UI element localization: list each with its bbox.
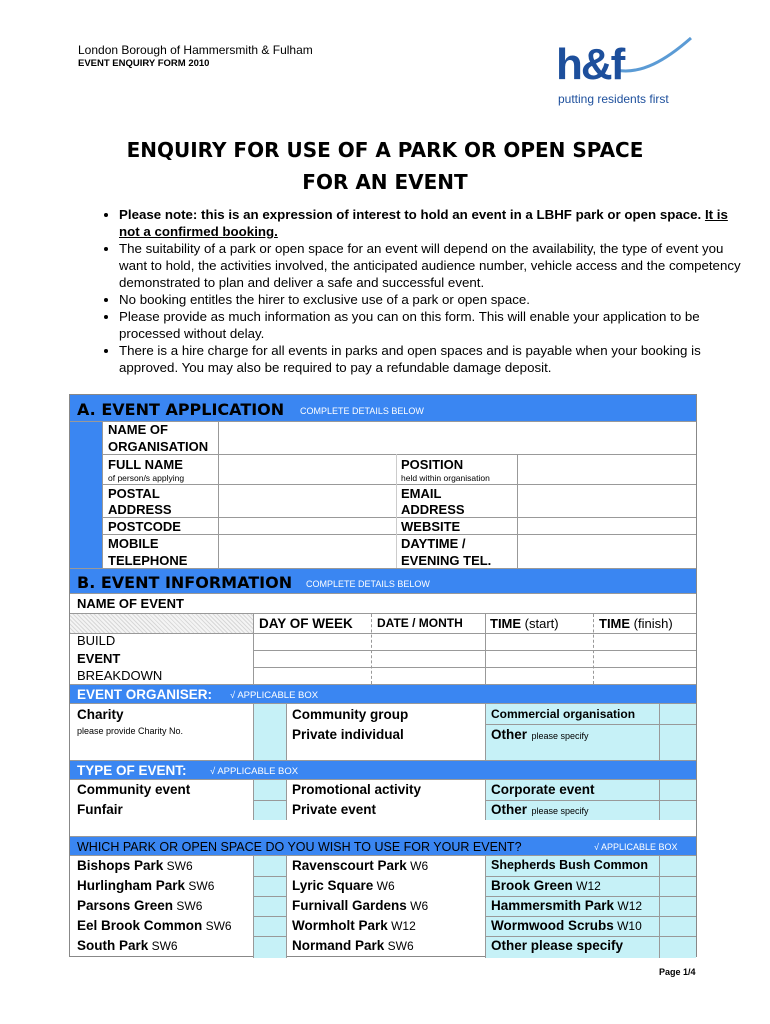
label-name-of-event: NAME OF EVENT <box>77 596 184 611</box>
logo-text: h&f <box>556 40 624 89</box>
label-evening: EVENING TEL. <box>401 553 492 568</box>
park-option: South Park SW6 <box>77 938 178 953</box>
row-divider <box>254 650 696 651</box>
page-title-line1: ENQUIRY FOR USE OF A PARK OR OPEN SPACE <box>126 138 644 162</box>
section-a-title: A. EVENT APPLICATION <box>77 400 285 419</box>
full-name-hint: of person/s applying <box>108 473 185 483</box>
organisation-field[interactable] <box>220 423 694 453</box>
park-question: WHICH PARK OR OPEN SPACE DO YOU WISH TO USE FOR YOUR EVENT? <box>77 840 522 854</box>
row-divider <box>70 633 696 634</box>
park-option: Bishops Park SW6 <box>77 858 193 873</box>
notes-list <box>75 206 744 376</box>
charity-hint: please provide Charity No. <box>77 726 184 736</box>
label-full-name: FULL NAME <box>108 457 183 472</box>
hf-logo <box>556 30 706 110</box>
email-field[interactable] <box>519 485 694 516</box>
council-name: London Borough of Hammersmith & Fulham <box>78 43 313 57</box>
row-divider <box>254 936 287 937</box>
opt-community-event: Community event <box>77 782 191 797</box>
opt-commercial: Commercial organisation <box>491 707 636 721</box>
label-mobile: MOBILE <box>108 536 159 551</box>
park-option: Ravenscourt Park W6 <box>292 858 429 873</box>
col-time-finish: TIME (finish) <box>599 616 673 631</box>
row-divider <box>254 800 287 801</box>
note-item: • The suitability of a park or open space for an event will depend on the availability, the type of event you want to hold, the activities involved, the anticipated audience number, vehicle access and the competency demonstrated to plan and deliver a safe and successful event. <box>119 240 744 291</box>
opt-other-type: Other please specify <box>491 802 589 817</box>
note-item: • Please provide as much information as you can on this form. This will enable your application to be processed without delay. <box>119 308 744 342</box>
label-website: WEBSITE <box>401 519 461 534</box>
website-field[interactable] <box>519 518 694 533</box>
section-b-title: B. EVENT INFORMATION <box>77 573 293 592</box>
park-option: Parsons Green SW6 <box>77 898 203 913</box>
park-option: Wormholt Park W12 <box>292 918 416 933</box>
section-a-header <box>70 395 696 422</box>
row-divider <box>254 667 696 668</box>
type-label: TYPE OF EVENT: <box>77 763 187 778</box>
label-address: ADDRESS <box>108 502 172 517</box>
row-divider <box>660 724 696 725</box>
col-time-start: TIME (start) <box>490 616 559 631</box>
row-event: EVENT <box>77 651 121 666</box>
section-a-strip <box>70 422 103 568</box>
label-daytime: DAYTIME / <box>401 536 466 551</box>
col-day-of-week: DAY OF WEEK <box>259 616 353 631</box>
label-email-address: ADDRESS <box>401 502 465 517</box>
opt-corporate: Corporate event <box>491 782 595 797</box>
park-option: Lyric Square W6 <box>292 878 395 893</box>
label-email: EMAIL <box>401 486 442 501</box>
park-option: Other please specify <box>491 938 624 953</box>
opt-promotional: Promotional activity <box>292 782 422 797</box>
daytime-tel-field[interactable] <box>519 535 694 567</box>
type-hint: √ APPLICABLE BOX <box>210 766 299 777</box>
row-breakdown: BREAKDOWN <box>77 668 163 683</box>
park-header <box>70 836 696 856</box>
dashed-divider <box>593 614 594 684</box>
park-option: Shepherds Bush Common <box>491 858 648 872</box>
section-b-hint: COMPLETE DETAILS BELOW <box>306 579 430 589</box>
page-title-line2: FOR AN EVENT <box>302 170 468 194</box>
label-postcode: POSTCODE <box>108 519 181 534</box>
park-option: Wormwood Scrubs W10 <box>491 918 642 933</box>
mobile-field[interactable] <box>220 535 396 567</box>
opt-private-event: Private event <box>292 802 377 817</box>
opt-funfair: Funfair <box>77 802 123 817</box>
label-telephone: TELEPHONE <box>108 553 188 568</box>
enquiry-form <box>69 394 697 957</box>
row-divider <box>486 724 660 725</box>
park-option: Eel Brook Common SW6 <box>77 918 232 933</box>
park-checkbox-col3[interactable] <box>660 856 696 958</box>
col-divider <box>371 614 486 684</box>
section-a-hint: COMPLETE DETAILS BELOW <box>300 406 424 416</box>
park-option: Hammersmith Park W12 <box>491 898 643 913</box>
park-checkbox-col1[interactable] <box>254 856 287 958</box>
park-option: Hurlingham Park SW6 <box>77 878 215 893</box>
note-item: • No booking entitles the hirer to exclusive use of a park or open space. <box>119 291 744 308</box>
row-divider <box>254 876 287 877</box>
park-option: Brook Green W12 <box>491 878 601 893</box>
type-header <box>70 760 696 780</box>
row-build: BUILD <box>77 633 116 648</box>
position-field[interactable] <box>519 455 694 483</box>
label-organisation: ORGANISATION <box>108 439 209 454</box>
note-item: • There is a hire charge for all events in parks and open spaces and is payable when your booking is approved. You may also be required to pay a refundable damage deposit. <box>119 342 744 376</box>
hatched-cell <box>70 614 254 633</box>
logo-tagline: putting residents first <box>558 92 669 106</box>
row-divider <box>254 916 287 917</box>
postcode-field[interactable] <box>220 518 396 533</box>
charity-checkbox[interactable] <box>254 704 287 760</box>
section-b-header <box>70 568 696 594</box>
label-position: POSITION <box>401 457 464 472</box>
park-option: Furnivall Gardens W6 <box>292 898 429 913</box>
opt-charity: Charity <box>77 707 124 722</box>
opt-community-group: Community group <box>292 707 409 722</box>
event-name-field[interactable] <box>220 595 694 612</box>
park-hint: √ APPLICABLE BOX <box>594 842 678 852</box>
organiser-header <box>70 684 696 704</box>
label-name-of: NAME OF <box>108 422 168 437</box>
row-divider <box>254 896 287 897</box>
park-option: Normand Park SW6 <box>292 938 414 953</box>
organiser-label: EVENT ORGANISER: <box>77 687 213 702</box>
position-hint: held within organisation <box>401 473 490 483</box>
col-date-month: DATE / MONTH <box>377 616 463 630</box>
postal-address-field[interactable] <box>220 485 396 516</box>
label-postal: POSTAL <box>108 486 160 501</box>
note-item: • Please note: this is an expression of interest to hold an event in a LBHF park or open space. It is not a confirmed booking. <box>119 206 744 240</box>
opt-other: Other please specify <box>491 727 589 742</box>
form-name: EVENT ENQUIRY FORM 2010 <box>78 58 210 69</box>
page-number: Page 1/4 <box>659 967 696 977</box>
commercial-checkbox[interactable] <box>660 704 696 760</box>
organiser-hint: √ APPLICABLE BOX <box>230 690 319 701</box>
full-name-field[interactable] <box>220 455 396 483</box>
opt-private-individual: Private individual <box>292 727 404 742</box>
